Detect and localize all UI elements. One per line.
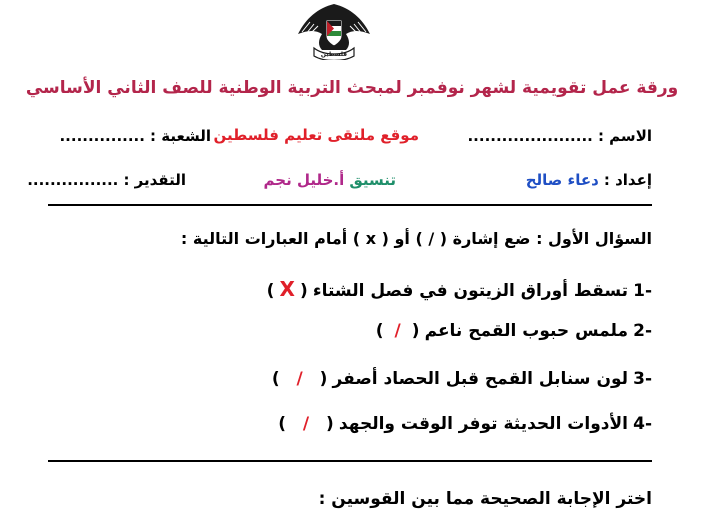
answer-mark: / <box>302 414 310 434</box>
answer-mark: X <box>279 277 295 301</box>
site-name: موقع ملتقى تعليم فلسطين <box>213 126 419 144</box>
item-number: -4 <box>633 414 652 434</box>
item-text: لون سنابل القمح قبل الحصاد أصفر <box>332 369 628 389</box>
coordination-label: تنسيق <box>349 171 396 189</box>
question2-heading: اختر الإجابة الصحيحة مما بين القوسين : <box>318 489 652 509</box>
section-label: الشعبة : <box>150 127 211 145</box>
divider-line <box>48 204 652 206</box>
list-item: -1 تسقط أوراق الزيتون في فصل الشتاء ( X ) <box>266 277 652 301</box>
list-item: -4 الأدوات الحديثة توفر الوقت والجهد ( / ) <box>278 414 652 434</box>
prepared-label: إعداد : <box>603 171 652 189</box>
palestine-emblem-icon <box>288 0 380 60</box>
item-number: -2 <box>633 321 652 341</box>
name-field-dots: ...................... <box>467 127 593 145</box>
item-number: -1 <box>633 281 652 301</box>
worksheet-title: ورقة عمل تقويمية لشهر نوفمبر لمبحث التربية الوطنية للصف الثاني الأساسي <box>25 78 679 98</box>
item-text: الأدوات الحديثة توفر الوقت والجهد <box>338 414 628 434</box>
prepared-row <box>526 170 652 189</box>
answer-mark: / <box>296 369 303 389</box>
grade-row <box>27 170 186 189</box>
grade-label: التقدير : <box>123 171 186 189</box>
item-number: -3 <box>633 369 652 389</box>
list-item: -3 لون سنابل القمح قبل الحصاد أصفر ( / ) <box>271 369 652 389</box>
name-row <box>467 126 652 145</box>
item-text: ملمس حبوب القمح ناعم <box>424 321 628 341</box>
grade-field-dots: ................ <box>27 171 119 189</box>
section-row <box>59 126 211 145</box>
question1-heading: السؤال الأول : ضع إشارة ( / ) أو ( x ) أمام العبارات التالية : <box>180 229 652 248</box>
section-field-dots: ............... <box>59 127 145 145</box>
name-label: الاسم : <box>597 127 652 145</box>
item-text: تسقط أوراق الزيتون في فصل الشتاء <box>312 281 628 301</box>
answer-mark: / <box>394 321 401 341</box>
coordinator-name: أ.خليل نجم <box>263 171 345 189</box>
coordination-row <box>264 170 396 189</box>
list-item: -2 ملمس حبوب القمح ناعم ( / ) <box>375 321 652 341</box>
emblem-caption: فلسطين <box>320 51 348 58</box>
divider-line <box>48 460 652 462</box>
author-name: دعاء صالح <box>525 171 599 189</box>
